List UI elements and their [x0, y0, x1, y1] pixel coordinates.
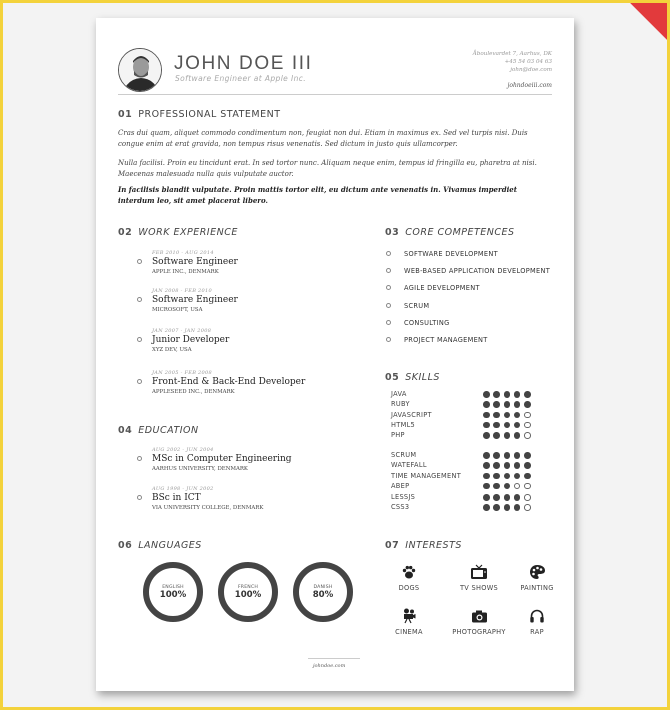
headphones-icon	[529, 608, 545, 624]
skill-rating	[483, 432, 537, 440]
entry-date: AUG 1998 - JUN 2002	[152, 486, 214, 492]
skill-dot-filled	[493, 422, 500, 429]
skill-rating	[483, 412, 537, 420]
skill-dot-filled	[483, 504, 490, 511]
avatar	[118, 48, 162, 92]
skill-dot-filled	[483, 452, 490, 459]
competence-bullet	[386, 251, 391, 256]
skill-rating	[483, 452, 537, 460]
interest-label: CINEMA	[395, 628, 423, 636]
skill-dot-filled	[483, 473, 490, 480]
skill-dot-filled	[483, 391, 490, 398]
skill-dot-filled	[504, 422, 511, 429]
entry-bullet	[137, 337, 142, 342]
skill-dot-filled	[483, 483, 490, 490]
entry-title: Junior Developer	[152, 335, 230, 345]
entry-title: BSc in ICT	[152, 493, 201, 503]
statement-heading	[118, 109, 281, 120]
education-heading	[118, 425, 199, 436]
section-title: WORK EXPERIENCE	[138, 227, 238, 238]
statement-paragraph-1: Cras dui quam, aliquet commodo condimentum non, feugiat non dui. Etiam in maximus ex. Sed vel turpis nisi. Duis congue enim at erat gravida, non tempus risus venenatis. Sed dictum in justo quis ullamcorper.	[118, 129, 528, 148]
skill-dot-filled	[504, 401, 511, 408]
skill-dot-filled	[524, 391, 531, 398]
skill-dot-filled	[504, 504, 511, 511]
language-level: 80%	[312, 589, 334, 600]
skill-rating	[483, 462, 537, 470]
skill-dot-filled	[514, 391, 521, 398]
competence-item: PROJECT MANAGEMENT	[404, 336, 488, 344]
skill-dot-filled	[504, 462, 511, 469]
entry-bullet	[137, 379, 142, 384]
competence-bullet	[386, 285, 391, 290]
statement-paragraph-2: Nulla facilisi. Proin eu tincidunt erat. In sed tortor nunc. Aliquam neque enim, tempus id fringilla eu, pharetra at nisi. Maecenas malesuada nulla quis vulputate auctor.	[118, 159, 537, 178]
footer-divider	[308, 658, 360, 659]
skills-heading	[385, 372, 440, 383]
competence-bullet	[386, 320, 391, 325]
skill-dot-filled	[493, 401, 500, 408]
skill-dot-filled	[483, 494, 490, 501]
skill-dot-empty	[514, 483, 521, 490]
skill-dot-filled	[524, 462, 531, 469]
website-link[interactable]: johndoeiii.com	[507, 82, 552, 89]
skill-dot-filled	[493, 494, 500, 501]
interest-label: RAP	[530, 628, 544, 636]
interest-label: PHOTOGRAPHY	[452, 628, 506, 636]
skill-dot-filled	[514, 462, 521, 469]
skill-name: RUBY	[391, 400, 410, 409]
skill-name: ABEP	[391, 481, 410, 490]
section-number: 02	[118, 227, 133, 238]
interest-rap	[507, 608, 567, 636]
skill-dot-filled	[524, 473, 531, 480]
entry-date: JAN 2005 - FEB 2008	[152, 370, 212, 376]
skill-dot-filled	[504, 473, 511, 480]
skill-rating	[483, 504, 537, 512]
entry-date: FEB 2010 - AUG 2014	[152, 250, 214, 256]
language-ring-english	[143, 562, 203, 622]
skill-dot-empty	[524, 483, 531, 490]
skill-name: JAVASCRIPT	[391, 410, 432, 419]
language-ring-french	[218, 562, 278, 622]
skill-dot-filled	[514, 412, 521, 419]
skill-dot-filled	[514, 432, 521, 439]
interest-painting	[507, 564, 567, 592]
job-role: Software Engineer at Apple Inc.	[175, 74, 307, 83]
skill-dot-filled	[504, 391, 511, 398]
phone-line: +45 54 03 04 63	[504, 59, 552, 65]
interests-heading	[385, 540, 462, 551]
section-title: EDUCATION	[138, 425, 199, 436]
language-name: ENGLISH	[162, 584, 184, 590]
footer-website[interactable]: johndoe.com	[313, 663, 346, 669]
competence-bullet	[386, 268, 391, 273]
skill-dot-filled	[504, 494, 511, 501]
palette-icon	[529, 564, 546, 580]
skill-dot-filled	[483, 432, 490, 439]
skill-dot-filled	[493, 473, 500, 480]
entry-title: Software Engineer	[152, 257, 238, 267]
language-name: DANISH	[313, 584, 333, 590]
skill-dot-filled	[514, 401, 521, 408]
skill-dot-filled	[493, 412, 500, 419]
section-number: 03	[385, 227, 400, 238]
entry-organization: XYZ DEV, USA	[152, 347, 192, 353]
resume-paper	[96, 18, 574, 691]
entry-title: Software Engineer	[152, 295, 238, 305]
competence-bullet	[386, 303, 391, 308]
competences-heading	[385, 227, 515, 238]
skill-dot-filled	[493, 391, 500, 398]
skill-dot-filled	[514, 422, 521, 429]
contact-address	[473, 50, 552, 74]
entry-bullet	[137, 495, 142, 500]
skill-rating	[483, 473, 537, 481]
skill-dot-filled	[483, 422, 490, 429]
skill-rating	[483, 391, 537, 399]
skill-dot-filled	[493, 462, 500, 469]
header-divider	[118, 94, 552, 95]
entry-bullet	[137, 297, 142, 302]
competence-bullet	[386, 337, 391, 342]
entry-title: Front-End & Back-End Developer	[152, 377, 306, 387]
skill-name: CSS3	[391, 503, 410, 512]
skill-dot-filled	[514, 494, 521, 501]
competence-item: CONSULTING	[404, 318, 450, 327]
entry-bullet	[137, 456, 142, 461]
camera-icon	[471, 608, 488, 624]
interest-cinema	[379, 608, 439, 636]
skill-dot-filled	[483, 401, 490, 408]
tv-icon	[470, 564, 488, 580]
language-ring-danish	[293, 562, 353, 622]
skill-name: PHP	[391, 431, 405, 440]
skill-dot-filled	[493, 483, 500, 490]
entry-date: AUG 2002 - JUN 2004	[152, 447, 214, 453]
skill-dot-empty	[524, 422, 531, 429]
email-line[interactable]: john@doe.com	[510, 67, 552, 73]
section-number: 05	[385, 372, 400, 383]
corner-ribbon	[593, 3, 667, 77]
interest-photography	[449, 608, 509, 636]
interest-label: TV SHOWS	[459, 584, 499, 592]
competence-item: SCRUM	[404, 301, 430, 310]
section-title: CORE COMPETENCES	[405, 227, 515, 238]
skill-name: SCRUM	[391, 451, 417, 459]
section-number: 01	[118, 109, 133, 120]
skill-dot-filled	[514, 473, 521, 480]
entry-organization: APPLE INC., DENMARK	[152, 269, 219, 275]
section-title: PROFESSIONAL STATEMENT	[138, 109, 281, 120]
entry-organization: MICROSOFT, USA	[152, 307, 203, 313]
skill-dot-filled	[524, 401, 531, 408]
skill-dot-filled	[514, 452, 521, 459]
competence-item: AGILE DEVELOPMENT	[404, 284, 480, 293]
skill-dot-empty	[524, 432, 531, 439]
skill-dot-filled	[504, 483, 511, 490]
skill-rating	[483, 422, 537, 430]
entry-bullet	[137, 259, 142, 264]
skill-name: LESSJS	[391, 493, 416, 501]
skill-dot-filled	[504, 412, 511, 419]
skill-dot-filled	[483, 462, 490, 469]
entry-organization: APPLESEED INC., DENMARK	[152, 389, 235, 395]
work-heading	[118, 227, 238, 238]
interest-tv-shows	[449, 564, 509, 592]
language-level: 100%	[234, 589, 262, 600]
competence-item: WEB-BASED APPLICATION DEVELOPMENT	[404, 267, 551, 276]
languages-heading	[118, 540, 202, 551]
skill-dot-filled	[483, 412, 490, 419]
page-background	[3, 3, 667, 707]
entry-title: MSc in Computer Engineering	[152, 454, 292, 464]
entry-organization: VIA UNIVERSITY COLLEGE, DENMARK	[152, 505, 264, 511]
section-title: SKILLS	[405, 372, 440, 383]
interest-label: PAINTING	[520, 584, 554, 592]
interest-dogs	[379, 564, 439, 592]
skill-dot-filled	[514, 504, 521, 511]
section-title: LANGUAGES	[138, 540, 202, 551]
skill-dot-filled	[524, 452, 531, 459]
person-photo-icon	[119, 49, 162, 92]
skill-dot-filled	[493, 452, 500, 459]
language-level: 100%	[159, 589, 187, 600]
skill-dot-empty	[524, 494, 531, 501]
address-line: Åboulevardet 7, Aarhus, DK	[472, 51, 552, 57]
entry-date: JAN 2008 - FEB 2010	[152, 288, 212, 294]
skill-dot-filled	[493, 432, 500, 439]
paw-icon	[401, 564, 417, 580]
skill-dot-empty	[524, 504, 531, 511]
section-title: INTERESTS	[405, 540, 462, 551]
skill-name: HTML5	[391, 420, 416, 429]
language-name: FRENCH	[237, 584, 259, 590]
section-number: 04	[118, 425, 133, 436]
skill-name: TIME MANAGEMENT	[391, 471, 462, 480]
name-heading: JOHN DOE III	[174, 53, 313, 74]
skill-dot-filled	[493, 504, 500, 511]
interest-label: DOGS	[398, 584, 420, 592]
skill-rating	[483, 401, 537, 409]
skill-dot-filled	[504, 432, 511, 439]
section-number: 06	[118, 540, 133, 551]
skill-name: WATEFALL	[391, 461, 427, 470]
skill-name: JAVA	[391, 390, 407, 398]
skill-rating	[483, 483, 537, 491]
skill-dot-filled	[504, 452, 511, 459]
skill-rating	[483, 494, 537, 502]
skill-dot-empty	[524, 412, 531, 419]
film-camera-icon	[402, 608, 416, 624]
section-number: 07	[385, 540, 400, 551]
entry-date: JAN 2007 - JAN 2008	[152, 328, 212, 334]
entry-organization: AARHUS UNIVERSITY, DENMARK	[152, 466, 248, 472]
statement-paragraph-3: In facilisis blandit vulputate. Proin mattis tortor elit, eu dictum ante venenatis in. Vivamus imperdiet interdum leo, sit amet placerat libero.	[118, 185, 517, 205]
competence-item: SOFTWARE DEVELOPMENT	[404, 250, 498, 258]
